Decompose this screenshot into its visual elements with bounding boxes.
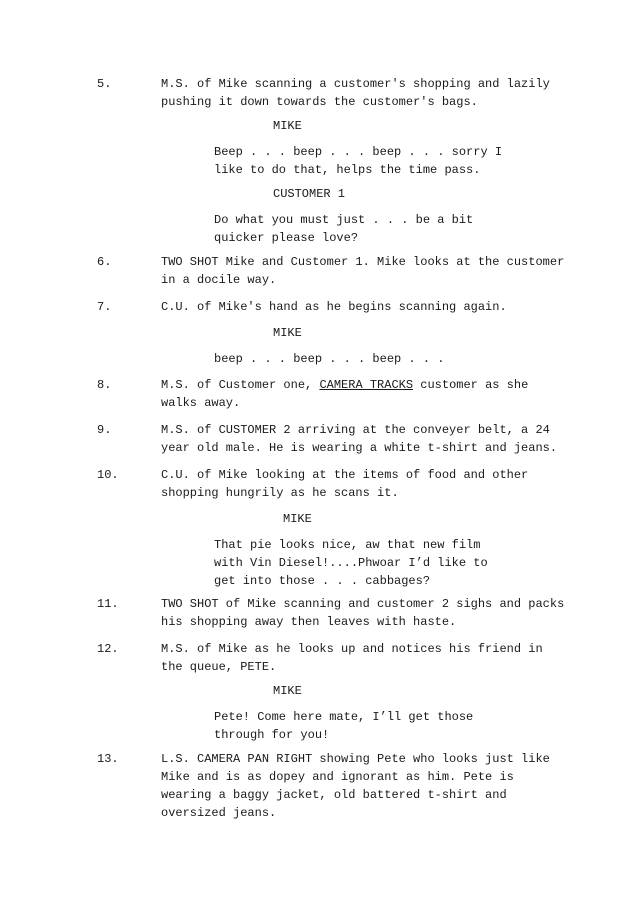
- camera-direction-underlined: CAMERA TRACKS: [319, 378, 414, 392]
- shot-description: [161, 421, 581, 457]
- action-text: customer as she: [413, 378, 529, 392]
- action-line: pushing it down towards the customer's bags.: [161, 95, 478, 109]
- action-line: walks away.: [161, 396, 241, 410]
- shot-number: 12.: [97, 642, 119, 656]
- action-line: his shopping away then leaves with haste.: [161, 615, 457, 629]
- dialogue-line: like to do that, helps the time pass.: [214, 163, 481, 177]
- shot-number: 8.: [97, 378, 112, 392]
- action-line: C.U. of Mike's hand as he begins scanning again.: [161, 300, 507, 314]
- dialogue-lines: [214, 143, 502, 179]
- shot-description: [161, 376, 581, 412]
- shot-number: 11.: [97, 597, 119, 611]
- action-line: oversized jeans.: [161, 806, 277, 820]
- shot-number: 9.: [97, 423, 112, 437]
- shot-number: 6.: [97, 255, 112, 269]
- dialogue-line: quicker please love?: [214, 231, 359, 245]
- dialogue-line: get into those . . . cabbages?: [214, 574, 431, 588]
- shot-description: [161, 595, 581, 631]
- action-line: M.S. of Mike scanning a customer's shopping and lazily: [161, 77, 550, 91]
- shot-description: [161, 298, 581, 316]
- shot-number: 13.: [97, 752, 119, 766]
- dialogue-line: with Vin Diesel!....Phwoar I’d like to: [214, 556, 488, 570]
- action-line: wearing a baggy jacket, old battered t-shirt and: [161, 788, 507, 802]
- shot-description: [161, 640, 581, 676]
- action-text: M.S. of Customer one,: [161, 378, 320, 392]
- action-line: Mike and is as dopey and ignorant as him. Pete is: [161, 770, 514, 784]
- shot-description: [161, 253, 581, 289]
- action-line: year old male. He is wearing a white t-shirt and jeans.: [161, 441, 558, 455]
- dialogue-line: That pie looks nice, aw that new film: [214, 538, 481, 552]
- shot-description: [161, 750, 581, 822]
- dialogue-lines: [214, 536, 488, 590]
- character-name: MIKE: [273, 326, 302, 340]
- action-line: TWO SHOT of Mike scanning and customer 2 sighs and packs: [161, 597, 565, 611]
- shot-description: [161, 466, 581, 502]
- character-name: CUSTOMER 1: [273, 187, 346, 201]
- shot-number: 10.: [97, 468, 119, 482]
- dialogue-line: Pete! Come here mate, I’ll get those: [214, 710, 474, 724]
- action-line: TWO SHOT Mike and Customer 1. Mike looks at the customer: [161, 255, 565, 269]
- dialogue-lines: [214, 350, 444, 368]
- action-line: M.S. of CUSTOMER 2 arriving at the conveyer belt, a 24: [161, 423, 550, 437]
- action-line: the queue, PETE.: [161, 660, 277, 674]
- action-line: in a docile way.: [161, 273, 277, 287]
- action-line: C.U. of Mike looking at the items of food and other: [161, 468, 529, 482]
- character-name: MIKE: [273, 119, 302, 133]
- action-line: shopping hungrily as he scans it.: [161, 486, 399, 500]
- shot-description: [161, 75, 581, 111]
- action-line: [161, 376, 581, 394]
- character-name: MIKE: [283, 512, 312, 526]
- dialogue-lines: [214, 708, 473, 744]
- shot-number: 5.: [97, 77, 112, 91]
- dialogue-line: Beep . . . beep . . . beep . . . sorry I: [214, 145, 503, 159]
- dialogue-line: beep . . . beep . . . beep . . .: [214, 352, 445, 366]
- shot-number: 7.: [97, 300, 112, 314]
- dialogue-lines: [214, 211, 473, 247]
- action-line: M.S. of Mike as he looks up and notices his friend in: [161, 642, 543, 656]
- character-name: MIKE: [273, 684, 302, 698]
- action-line: L.S. CAMERA PAN RIGHT showing Pete who looks just like: [161, 752, 550, 766]
- dialogue-line: Do what you must just . . . be a bit: [214, 213, 474, 227]
- dialogue-line: through for you!: [214, 728, 330, 742]
